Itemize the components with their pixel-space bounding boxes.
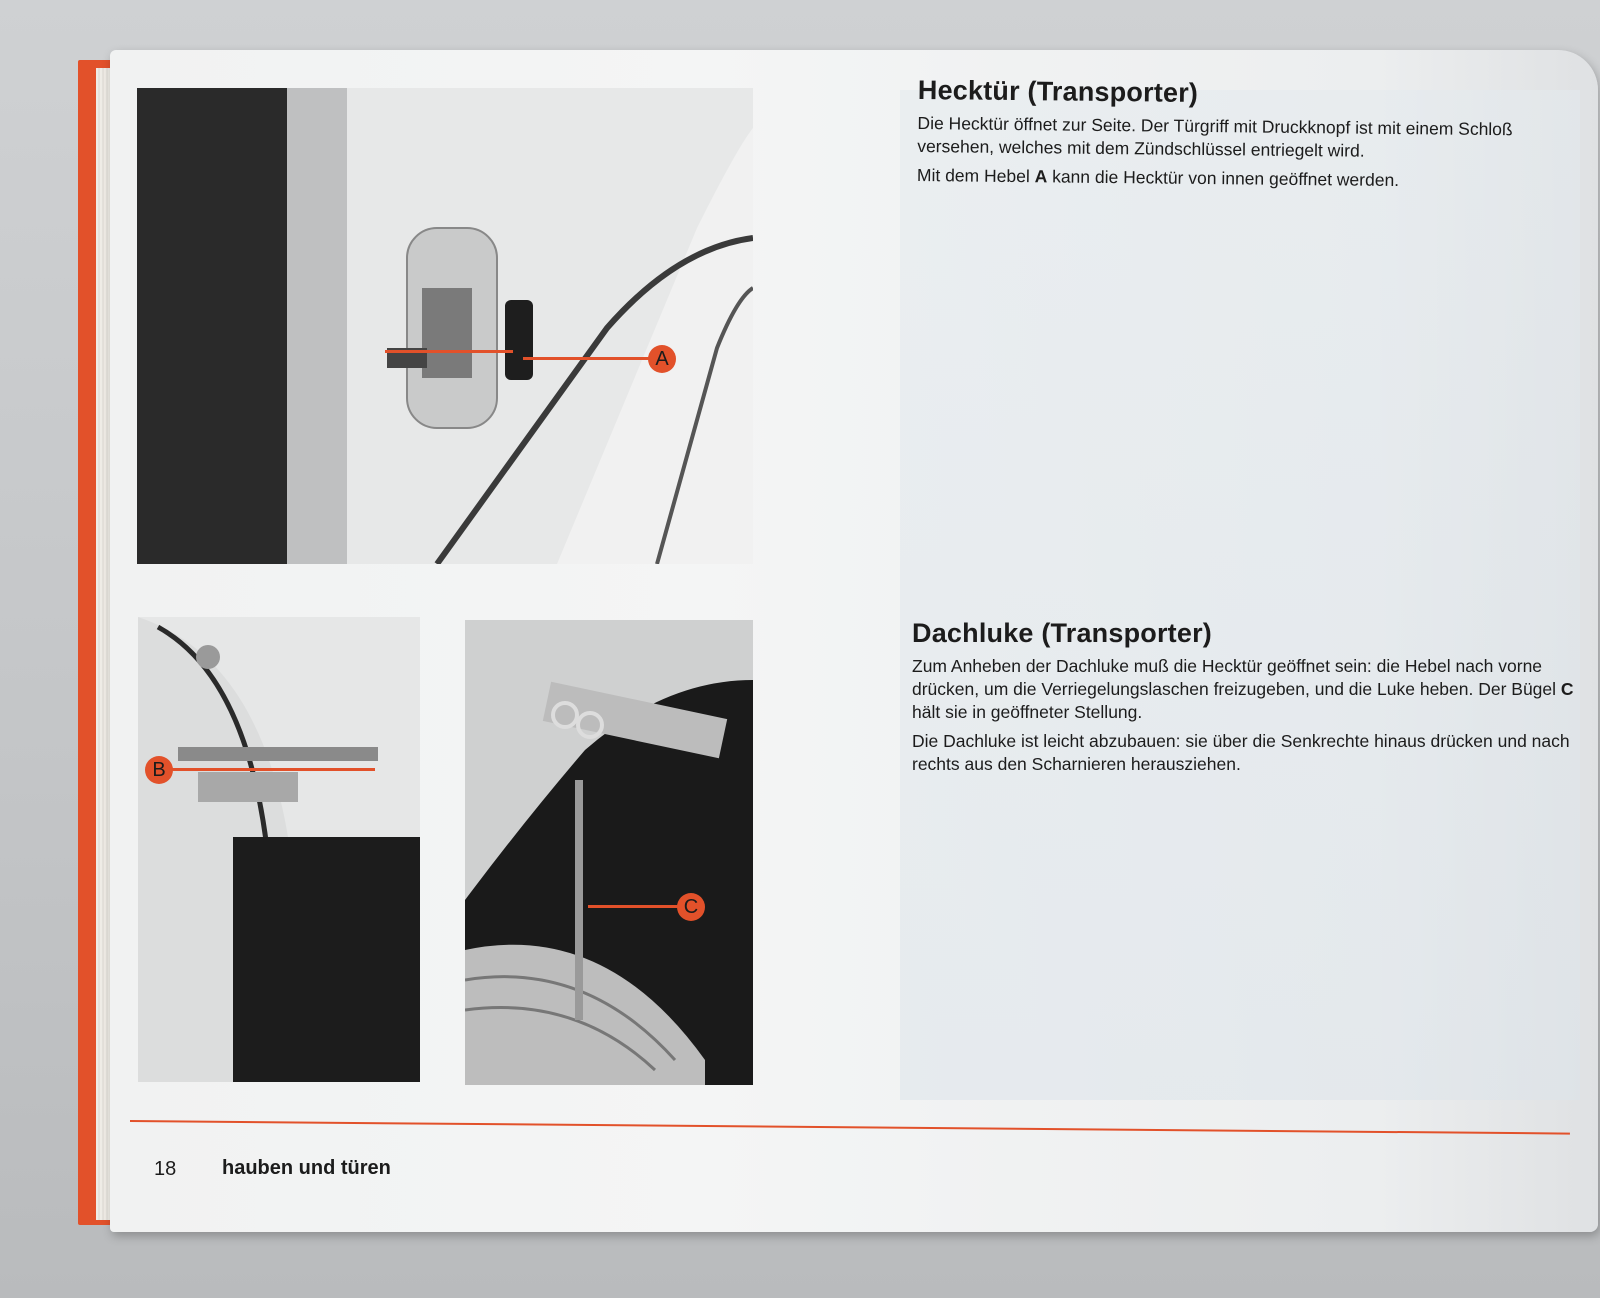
section-title-rear-door: Hecktür (Transporter)	[917, 75, 1199, 108]
rear-door-p2-lever-label: A	[1034, 166, 1048, 187]
section-rear-door	[917, 75, 1588, 200]
section-roof-hatch	[912, 618, 1582, 782]
callout-badge-c: C	[677, 893, 705, 921]
callout-line-b	[170, 768, 375, 771]
page-number: 18	[154, 1158, 177, 1180]
callout-line-c	[588, 905, 688, 908]
callout-badge-b: B	[145, 756, 173, 784]
page-shadow-tint	[900, 90, 1580, 1100]
photo-hatch-lever	[138, 617, 420, 1082]
callout-badge-a: A	[648, 345, 676, 373]
chapter-title: hauben und türen	[222, 1157, 391, 1179]
hatch-stay-photo-illustration	[465, 620, 753, 1085]
roof-hatch-p1-stay-label: C	[1560, 679, 1574, 699]
callout-line-a-connector	[523, 357, 651, 360]
roof-hatch-paragraph-1	[912, 655, 1582, 724]
roof-hatch-p1-after: hält sie in geöffneter Stellung.	[912, 702, 1143, 722]
rear-door-p2-before: Mit dem Hebel	[916, 164, 1035, 187]
callout-line-a	[385, 350, 513, 353]
photo-hatch-stay	[465, 620, 753, 1085]
hatch-lever-photo-illustration	[138, 617, 420, 1082]
roof-hatch-paragraph-2: Die Dachluke ist leicht abzubauen: sie über die Senkrechte hinaus drücken und nach rechts aus den Scharnieren herausziehen.	[912, 731, 1570, 774]
rear-door-paragraph-2	[917, 164, 1587, 194]
rear-door-paragraph-1: Die Hecktür öffnet zur Seite. Der Türgriff mit Druckknopf ist mit einem Schloß versehen, welches mit dem Zündschlüssel entriegelt wird.	[917, 112, 1513, 161]
rear-door-p2-after: kann die Hecktür von innen geöffnet werden.	[1047, 166, 1400, 191]
rear-door-photo-illustration	[137, 88, 753, 564]
roof-hatch-p1-before: Zum Anheben der Dachluke muß die Hecktür geöffnet sein: die Hebel nach vorne drücken, um die Verriegelungslaschen freizugeben, und die Luke heben. Der Bügel	[912, 656, 1561, 699]
photo-rear-door-lever	[137, 88, 753, 564]
section-title-roof-hatch: Dachluke (Transporter)	[912, 618, 1212, 648]
